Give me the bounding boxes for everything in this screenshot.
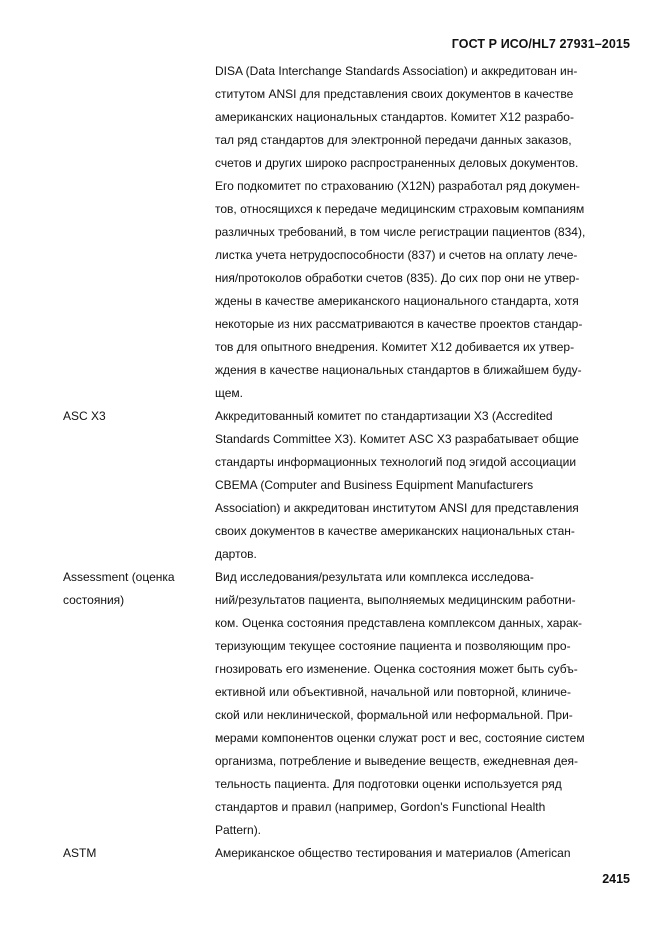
definition-line: щем. bbox=[215, 386, 243, 400]
glossary-entry-assessment bbox=[63, 566, 633, 842]
glossary-definition bbox=[215, 405, 633, 566]
term-line: ASC X3 bbox=[63, 409, 106, 423]
glossary-entry-asc-x3 bbox=[63, 405, 633, 566]
definition-line: Американское общество тестирования и материалов (American bbox=[215, 846, 571, 860]
definition-line: теризующим текущее состояние пациента и позволяющим про- bbox=[215, 639, 571, 653]
definition-line: ждены в качестве американского национального стандарта, хотя bbox=[215, 294, 579, 308]
definition-line: ний/результатов пациента, выполняемых медицинским работни- bbox=[215, 593, 576, 607]
definition-line: американских национальных стандартов. Комитет X12 разрабо- bbox=[215, 110, 574, 124]
term-line: состояния) bbox=[63, 593, 125, 607]
definition-line: листка учета нетрудоспособности (837) и счетов на оплату лече- bbox=[215, 248, 578, 262]
definition-line: Его подкомитет по страхованию (X12N) разработал ряд докумен- bbox=[215, 179, 580, 193]
glossary-term bbox=[63, 60, 215, 405]
glossary-term bbox=[63, 566, 215, 842]
definition-line: ния/протоколов обработки счетов (835). До сих пор они не утвер- bbox=[215, 271, 580, 285]
definition-line: ективной или объективной, начальной или повторной, клиниче- bbox=[215, 685, 571, 699]
definition-line: ждения в качестве национальных стандартов в ближайшем буду- bbox=[215, 363, 582, 377]
glossary-entry-continuation bbox=[63, 60, 633, 405]
glossary-content bbox=[63, 60, 633, 865]
definition-line: CBEMA (Computer and Business Equipment Manufacturers bbox=[215, 478, 534, 492]
definition-line: организма, потребление и выведение веществ, ежедневная дея- bbox=[215, 754, 579, 768]
definition-line: Аккредитованный комитет по стандартизации X3 (Accredited bbox=[215, 409, 553, 423]
definition-line: Pattern). bbox=[215, 823, 262, 837]
definition-line: тельность пациента. Для подготовки оценки используется ряд bbox=[215, 777, 562, 791]
page-header-standard-code: ГОСТ Р ИСО/HL7 27931–2015 bbox=[451, 37, 630, 51]
definition-line: счетов и других широко распространенных деловых документов. bbox=[215, 156, 579, 170]
glossary-definition bbox=[215, 566, 633, 842]
definition-line: тал ряд стандартов для электронной передачи данных заказов, bbox=[215, 133, 572, 147]
definition-line: мерами компонентов оценки служат рост и вес, состояние систем bbox=[215, 731, 585, 745]
definition-line: некоторые из них рассматриваются в качестве проектов стандар- bbox=[215, 317, 583, 331]
page-number: 2415 bbox=[602, 872, 630, 886]
definition-line: своих документов в качестве американских национальных стан- bbox=[215, 524, 575, 538]
definition-line: Standards Committee X3). Комитет ASC X3 разрабатывает общие bbox=[215, 432, 579, 446]
definition-line: Association) и аккредитован институтом ANSI для представления bbox=[215, 501, 579, 515]
glossary-definition bbox=[215, 842, 633, 865]
definition-line: тов, относящихся к передаче медицинским страховым компаниям bbox=[215, 202, 585, 216]
glossary-term bbox=[63, 405, 215, 566]
definition-line: ком. Оценка состояния представлена комплексом данных, харак- bbox=[215, 616, 583, 630]
definition-line: ститутом ANSI для представления своих документов в качестве bbox=[215, 87, 574, 101]
definition-line: дартов. bbox=[215, 547, 257, 561]
definition-line: тов для опытного внедрения. Комитет X12 добивается их утвер- bbox=[215, 340, 575, 354]
definition-line: Вид исследования/результата или комплекса исследова- bbox=[215, 570, 534, 584]
term-line: ASTM bbox=[63, 846, 97, 860]
glossary-term bbox=[63, 842, 215, 865]
definition-line: ской или неклинической, формальной или неформальной. При- bbox=[215, 708, 573, 722]
glossary-entry-astm bbox=[63, 842, 633, 865]
definition-line: гнозировать его изменение. Оценка состояния может быть субъ- bbox=[215, 662, 578, 676]
definition-line: стандартов и правил (например, Gordon's Functional Health bbox=[215, 800, 546, 814]
definition-line: DISA (Data Interchange Standards Association) и аккредитован ин- bbox=[215, 64, 578, 78]
term-line: Assessment (оценка bbox=[63, 570, 175, 584]
glossary-definition bbox=[215, 60, 633, 405]
definition-line: различных требований, в том числе регистрации пациентов (834), bbox=[215, 225, 586, 239]
definition-line: стандарты информационных технологий под эгидой ассоциации bbox=[215, 455, 577, 469]
